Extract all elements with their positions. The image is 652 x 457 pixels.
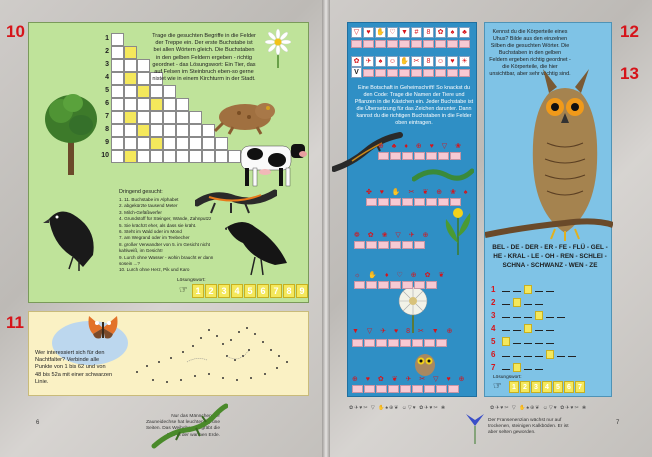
puzzle-11-instructions: Wer interessiert sich für den Nachtfalter? Verbinde alle Punkte von 1 bis 62 und von 48 bis 52a mit einer schwarzen Linie.	[35, 350, 113, 385]
code-input-cell[interactable]	[363, 40, 374, 48]
owl-letter-slot[interactable]	[557, 356, 565, 357]
code-input-cell[interactable]	[426, 152, 437, 160]
owl-yellow-box[interactable]	[513, 363, 521, 372]
row-number: 4	[105, 74, 109, 81]
code-input-cell[interactable]	[402, 152, 413, 160]
grid-cell[interactable]	[202, 137, 215, 150]
grid-cell[interactable]	[137, 72, 150, 85]
code-instructions: Eine Botschaft in Geheimschrift! So knackst du den Code: Trage die Namen der Tiere und Pflanzen in die Kästchen ein. Jeder Buchstabe ist die Übersetzung für das Zeichen darunter. Dann kannst du die richtigen Buchstaben in die Felder oben eintragen.	[354, 85, 474, 126]
code-input-cell[interactable]	[402, 281, 413, 289]
code-input-cell[interactable]	[378, 198, 389, 206]
code-answer-line-1[interactable]	[378, 152, 461, 160]
grid-cell[interactable]	[176, 98, 189, 111]
solution-boxes[interactable]	[192, 284, 308, 298]
owl-letter-slot[interactable]	[546, 291, 554, 292]
grid-cell[interactable]	[150, 98, 163, 111]
grid-cell[interactable]	[215, 150, 228, 163]
grid-cell[interactable]	[189, 137, 202, 150]
gentian-caption: Der Fransenenzian wächst nur auf trockenen, steinigen Kalkböden. Er ist aber selten geworden.	[488, 418, 569, 436]
code-input-cell[interactable]	[424, 385, 435, 393]
gentian-flower-illustration	[462, 410, 488, 444]
code-input-cell[interactable]	[402, 198, 413, 206]
code-input-cell[interactable]	[423, 40, 434, 48]
owl-solution-label: Lösungswort:	[493, 375, 522, 380]
code-input-cell[interactable]	[378, 152, 389, 160]
clue-item: 7. am Wegrand oder im Teebecher	[119, 235, 190, 241]
code-input-cell[interactable]	[412, 385, 423, 393]
code-input-cell[interactable]	[390, 241, 401, 249]
puzzle-12-number: 12	[620, 22, 639, 41]
owl-yellow-box[interactable]	[524, 324, 532, 333]
code-symbol-cell: ♥	[447, 56, 458, 67]
owl-answer-row[interactable]	[491, 311, 565, 320]
code-symbol-cell: ✈	[363, 56, 374, 67]
grid-cell[interactable]	[111, 85, 124, 98]
lizard-caption: Nur das Männchen der Zauneidechse hat leuchtend grüne Seiten. Das Weibchen vergräbt die Eier in der warmen Erde.	[145, 414, 220, 438]
code-answer-row-1[interactable]	[351, 40, 470, 48]
book-gutter	[322, 0, 330, 457]
symbol-line-6: ⊕ ♥ ✿ ❦ ✈ ✂ ▽ ♥ ⊕	[352, 376, 468, 383]
code-input-cell[interactable]	[400, 385, 411, 393]
owl-letter-slot[interactable]	[513, 343, 521, 344]
code-input-cell[interactable]	[411, 40, 422, 48]
grid-cell[interactable]	[189, 124, 202, 137]
solution-box[interactable]: 6	[564, 381, 574, 393]
code-input-cell[interactable]	[426, 281, 437, 289]
code-symbol-cell: 8	[423, 56, 434, 67]
solution-box[interactable]: 4	[542, 381, 552, 393]
code-symbol-row-1	[351, 27, 470, 38]
row-number: 10	[101, 152, 109, 159]
grid-cell[interactable]	[137, 59, 150, 72]
code-input-cell[interactable]	[378, 241, 389, 249]
little-owl-illustration	[412, 349, 438, 377]
owl-letter-slot[interactable]	[502, 330, 510, 331]
owl-letter-slot[interactable]	[513, 356, 521, 357]
clue-item: 1. 11. Buchstabe im Alphabet	[119, 197, 179, 202]
clue-item: 6. Steht im Wald oder im Mond	[119, 229, 182, 235]
code-input-cell[interactable]	[448, 385, 459, 393]
code-answer-line-4[interactable]	[354, 281, 437, 289]
code-input-cell[interactable]	[388, 339, 399, 347]
solution-box[interactable]: 1	[192, 284, 204, 298]
secret-code-panel	[347, 22, 477, 397]
clue-list	[119, 197, 227, 274]
grid-cell[interactable]	[124, 150, 137, 163]
code-input-cell[interactable]	[387, 69, 398, 77]
puzzle-11-panel	[28, 311, 309, 396]
row-number: 7	[105, 113, 109, 120]
owl-letter-slot[interactable]	[546, 330, 554, 331]
owl-answer-number: 2	[491, 298, 496, 307]
owl-answer-row[interactable]	[491, 337, 554, 346]
owl-letter-slot[interactable]	[513, 291, 521, 292]
clue-item: 8. großer Verwandter von 5. im Gesicht nicht kahlweiß, im Gesicht!	[119, 241, 210, 254]
grid-cell[interactable]	[163, 85, 176, 98]
code-input-cell[interactable]	[364, 339, 375, 347]
grid-cell[interactable]	[124, 72, 137, 85]
grid-cell[interactable]	[150, 150, 163, 163]
code-input-cell[interactable]	[354, 241, 365, 249]
row-number: 5	[105, 87, 109, 94]
grid-cell[interactable]	[176, 150, 189, 163]
code-input-cell[interactable]	[375, 40, 386, 48]
code-input-cell[interactable]	[390, 152, 401, 160]
code-input-cell[interactable]	[366, 281, 377, 289]
puzzle-10-number: 10	[6, 22, 25, 41]
owl-answer-row[interactable]	[491, 324, 554, 333]
code-input-cell[interactable]	[414, 152, 425, 160]
solution-box[interactable]: 3	[531, 381, 541, 393]
code-footer-symbols: ✿✈♥✂ ▽ ✋♠⊕❦ ☺▽♥ ✿✈♥✂ ❀	[349, 405, 447, 411]
code-input-cell[interactable]	[375, 69, 386, 77]
clue-item: 2. abgekürzte tausend Meter	[119, 203, 178, 209]
code-answer-line-3[interactable]	[354, 241, 425, 249]
owl-letter-slot[interactable]	[502, 317, 510, 318]
owl-answer-number: 1	[491, 285, 496, 294]
grid-cell[interactable]	[124, 124, 137, 137]
owl-letter-slot[interactable]	[502, 291, 510, 292]
owl-letter-slot[interactable]	[502, 369, 510, 370]
row-number: 8	[105, 126, 109, 133]
owl-answer-row[interactable]	[491, 350, 576, 359]
owl-letter-slot[interactable]	[524, 356, 532, 357]
code-input-cell[interactable]	[364, 385, 375, 393]
puzzle-10-instructions: Trage die gesuchten Begriffe in die Felder der Treppe ein. Der erste Buchstabe ist bei allen Wörtern gleich. Die Buchstaben in den gelben Feldern ergeben - richtig geordnet - das Lösungswort: Ein Tier, das auf Felsen im Steinbruch eben-so gerne nistet wie in einem Kirchturm in der Stadt.	[152, 33, 256, 83]
symbol-line-5: ▼ ▽ ✈ ♥ 8 ✂ ▼ ⊕	[352, 328, 456, 335]
grid-cell[interactable]	[111, 46, 124, 59]
clue-item: 3. Milch-Gefäßwerfer	[119, 209, 162, 215]
owl-answer-number: 3	[491, 311, 496, 320]
grid-cell[interactable]	[150, 137, 163, 150]
owl-letter-slot[interactable]	[535, 356, 543, 357]
symbol-line-4: ☼ ✋ ♦ ♡ ⊕ ✿ ❦	[354, 272, 448, 279]
code-input-cell[interactable]	[402, 241, 413, 249]
code-answer-line-5[interactable]	[352, 339, 447, 347]
code-input-cell[interactable]	[390, 281, 401, 289]
dot-to-dot-puzzle[interactable]	[127, 322, 303, 390]
pointing-hand-icon: ☞	[493, 381, 502, 392]
grid-cell[interactable]	[189, 111, 202, 124]
grid-cell[interactable]	[124, 59, 137, 72]
code-input-cell[interactable]	[459, 40, 470, 48]
grid-cell[interactable]	[215, 137, 228, 150]
code-input-cell[interactable]	[414, 241, 425, 249]
code-input-cell[interactable]	[426, 198, 437, 206]
solution-box[interactable]: 2	[520, 381, 530, 393]
owl-panel	[484, 22, 612, 397]
code-input-cell[interactable]	[435, 40, 446, 48]
code-symbol-cell: ☀	[459, 56, 470, 67]
owl-letter-slot[interactable]	[546, 343, 554, 344]
code-input-cell[interactable]	[354, 281, 365, 289]
owl-letter-slot[interactable]	[546, 317, 554, 318]
grid-cell[interactable]	[124, 85, 137, 98]
toad-illustration	[213, 97, 279, 135]
owl-letter-slot[interactable]	[535, 343, 543, 344]
code-symbol-cell: ☺	[436, 58, 445, 65]
grid-cell[interactable]	[124, 46, 137, 59]
code-symbol-cell: ☺	[388, 58, 397, 65]
code-input-cell[interactable]	[376, 339, 387, 347]
code-input-cell[interactable]	[390, 198, 401, 206]
owl-yellow-box[interactable]	[502, 337, 510, 346]
clue-item: 9. Lurch ohne Wasser - wohin braucht er dann sosein ...?	[119, 254, 214, 267]
owl-yellow-box[interactable]	[535, 311, 543, 320]
crow-illustration	[43, 205, 101, 271]
grid-cell[interactable]	[111, 72, 124, 85]
solution-box[interactable]: 5	[244, 284, 256, 298]
grid-cell[interactable]	[163, 137, 176, 150]
owl-question: Kennst du die Körperteile eines Uhus? Bilde aus den einzelnen Silben die gesuchten Wörter. Die Buchstaben in den gelben Feldern ergeben richtig geordnet - die Körperteile, die hier unsichtbar, aber sehr wichtig sind.	[489, 29, 571, 77]
code-symbol-cell: ♣	[459, 27, 470, 38]
grid-cell[interactable]	[111, 150, 124, 163]
owl-letter-slot[interactable]	[535, 369, 543, 370]
solution-box[interactable]: 2	[205, 284, 217, 298]
code-input-cell[interactable]	[363, 69, 374, 77]
owl-letter-slot[interactable]	[535, 291, 543, 292]
grid-cell[interactable]	[176, 124, 189, 137]
raven-illustration	[225, 219, 291, 277]
owl-solution-boxes[interactable]	[509, 381, 585, 393]
code-symbol-cell: ♠	[375, 56, 386, 67]
owl-letter-slot[interactable]	[524, 304, 532, 305]
pointing-hand-icon: ☞	[179, 285, 188, 296]
grid-cell[interactable]	[163, 124, 176, 137]
grid-cell[interactable]	[150, 124, 163, 137]
grid-cell[interactable]	[150, 111, 163, 124]
code-symbol-cell: 8	[423, 27, 434, 38]
code-input-cell[interactable]	[423, 69, 434, 77]
owl-yellow-box[interactable]	[524, 285, 532, 294]
owl-letter-slot[interactable]	[568, 356, 576, 357]
solution-box[interactable]: 1	[509, 381, 519, 393]
branch-illustration	[485, 215, 613, 239]
solution-box[interactable]: 5	[553, 381, 563, 393]
solution-box[interactable]: 3	[218, 284, 230, 298]
code-symbol-cell: ✋	[400, 58, 409, 65]
clue-item: 4. Grundstoff für Steinger, Wände, Zahnputzz	[119, 216, 212, 222]
code-input-cell[interactable]	[399, 40, 410, 48]
solution-box[interactable]: 7	[270, 284, 282, 298]
grid-cell[interactable]	[137, 124, 150, 137]
code-input-cell[interactable]	[366, 198, 377, 206]
moth-illustration	[87, 314, 119, 342]
code-input-cell[interactable]	[435, 69, 446, 77]
clue-item: 10. Lurch ohne Herz, Pik und Karo	[119, 267, 190, 273]
owl-letter-slot[interactable]	[502, 356, 510, 357]
owl-letter-slot[interactable]	[557, 317, 565, 318]
symbol-line-1: ⊕ ♣ ♦ ⊕ ♥ ▽ ❀	[378, 143, 464, 150]
solution-box[interactable]: 4	[231, 284, 243, 298]
grid-cell[interactable]	[124, 98, 137, 111]
code-input-cell[interactable]	[447, 40, 458, 48]
grid-cell[interactable]	[163, 98, 176, 111]
owl-yellow-box[interactable]	[513, 298, 521, 307]
code-symbol-cell: ♠	[447, 27, 458, 38]
tree-illustration	[43, 89, 99, 175]
puzzle-10-panel	[28, 22, 309, 303]
owl-answer-number: 4	[491, 324, 496, 333]
code-input-cell[interactable]	[459, 69, 470, 77]
code-input-cell[interactable]	[414, 281, 425, 289]
grid-cell[interactable]	[163, 150, 176, 163]
cow-illustration	[233, 138, 307, 188]
code-input-cell[interactable]	[438, 152, 449, 160]
code-symbol-cell: ♥	[363, 27, 374, 38]
code-input-cell[interactable]	[412, 339, 423, 347]
grid-cell[interactable]	[137, 111, 150, 124]
grid-cell[interactable]	[202, 150, 215, 163]
owl-letter-slot[interactable]	[513, 317, 521, 318]
code-input-cell[interactable]	[400, 339, 411, 347]
solution-box[interactable]: 7	[575, 381, 585, 393]
code-symbol-cell: ▽	[351, 27, 362, 38]
code-input-cell[interactable]	[450, 152, 461, 160]
symbol-line-3: ❁ ✿ ❀ ▽ ✈ ⊕	[354, 232, 432, 239]
code-input-cell[interactable]	[388, 385, 399, 393]
row-number: 6	[105, 100, 109, 107]
code-answer-row-2[interactable]	[351, 69, 470, 77]
code-input-cell[interactable]	[352, 339, 363, 347]
row-number: 2	[105, 48, 109, 55]
grid-cell[interactable]	[137, 137, 150, 150]
code-input-cell[interactable]	[411, 69, 422, 77]
code-input-cell[interactable]	[436, 339, 447, 347]
owl-letter-slot[interactable]	[513, 330, 521, 331]
grid-cell[interactable]	[137, 98, 150, 111]
code-symbol-cell: ✿	[351, 56, 362, 67]
code-input-cell[interactable]	[351, 40, 362, 48]
code-symbol-row-2	[351, 56, 470, 67]
grid-cell[interactable]	[137, 85, 150, 98]
grid-cell[interactable]	[176, 111, 189, 124]
code-symbol-cell: ♡	[387, 27, 398, 38]
owl-letter-slot[interactable]	[524, 343, 532, 344]
code-row-v-label: V	[351, 67, 362, 78]
owl-letter-slot[interactable]	[535, 330, 543, 331]
owl-answer-row[interactable]	[491, 363, 543, 372]
slow-worm-illustration	[412, 163, 474, 187]
code-input-cell[interactable]	[378, 281, 389, 289]
plant-illustration	[440, 203, 476, 255]
grid-cell[interactable]	[189, 150, 202, 163]
code-symbol-cell: ✋	[376, 29, 385, 36]
code-input-cell[interactable]	[436, 385, 447, 393]
owl-letter-slot[interactable]	[535, 304, 543, 305]
code-symbol-cell: ▼	[399, 27, 410, 38]
page-number-right: 7	[616, 420, 620, 426]
owl-answer-row[interactable]	[491, 285, 554, 294]
grid-cell[interactable]	[124, 137, 137, 150]
code-input-cell[interactable]	[366, 241, 377, 249]
grid-cell[interactable]	[137, 150, 150, 163]
grid-cell[interactable]	[111, 33, 124, 46]
code-input-cell[interactable]	[387, 40, 398, 48]
owl-letter-slot[interactable]	[524, 317, 532, 318]
solution-box[interactable]: 9	[296, 284, 308, 298]
grid-cell[interactable]	[111, 111, 124, 124]
owl-footer-symbols: ✿✈♥✂ ▽ ✋♠⊕❦ ☺▽♥ ✿✈♥✂ ❀	[490, 405, 588, 411]
code-input-cell[interactable]	[352, 385, 363, 393]
code-input-cell[interactable]	[414, 198, 425, 206]
row-number: 9	[105, 139, 109, 146]
puzzle-13-number: 13	[620, 64, 639, 83]
owl-yellow-box[interactable]	[546, 350, 554, 359]
grid-cell[interactable]	[124, 111, 137, 124]
grid-cell[interactable]	[111, 137, 124, 150]
lizard-illustration	[150, 402, 228, 452]
owl-answer-row[interactable]	[491, 298, 543, 307]
code-symbol-cell: ✿	[435, 27, 446, 38]
owl-answer-number: 7	[491, 363, 496, 372]
syllable-list: BEL - DE - DER - ER - FE - FLÜ - GEL - HE - KRAL - LE - OH - REN - SCHLEI - SCHNA - SCHWANZ - WEN - ZE	[492, 244, 608, 269]
puzzle-11-number: 11	[6, 313, 24, 332]
row-number: 1	[105, 35, 109, 42]
grid-cell[interactable]	[111, 124, 124, 137]
code-input-cell[interactable]	[376, 385, 387, 393]
solution-box[interactable]: 6	[257, 284, 269, 298]
grid-cell[interactable]	[111, 59, 124, 72]
code-input-cell[interactable]	[447, 69, 458, 77]
grid-cell[interactable]	[176, 137, 189, 150]
solution-box[interactable]: 8	[283, 284, 295, 298]
owl-letter-slot[interactable]	[524, 369, 532, 370]
page-number-left: 6	[36, 420, 40, 426]
owl-answer-number: 6	[491, 350, 496, 359]
clue-item: 5. Sie krächzt eher, als dass sie kräht.	[119, 222, 197, 228]
daisy-illustration	[265, 28, 291, 68]
code-input-cell[interactable]	[424, 339, 435, 347]
clues-heading: Dringend gesucht:	[119, 189, 163, 195]
code-answer-line-6[interactable]	[352, 385, 459, 393]
owl-letter-slot[interactable]	[502, 304, 510, 305]
solution-label: Lösungswort:	[177, 278, 206, 283]
grid-cell[interactable]	[111, 98, 124, 111]
grid-cell[interactable]	[150, 85, 163, 98]
owl-answer-number: 5	[491, 337, 496, 346]
row-number: 3	[105, 61, 109, 68]
symbol-line-2: ✤ ♥ ✋ ✂ ❦ ⊕ ❀ ♠	[366, 189, 471, 196]
code-symbol-cell: #	[411, 27, 422, 38]
grid-cell[interactable]	[163, 111, 176, 124]
code-symbol-cell: ✂	[411, 56, 422, 67]
code-input-cell[interactable]	[399, 69, 410, 77]
